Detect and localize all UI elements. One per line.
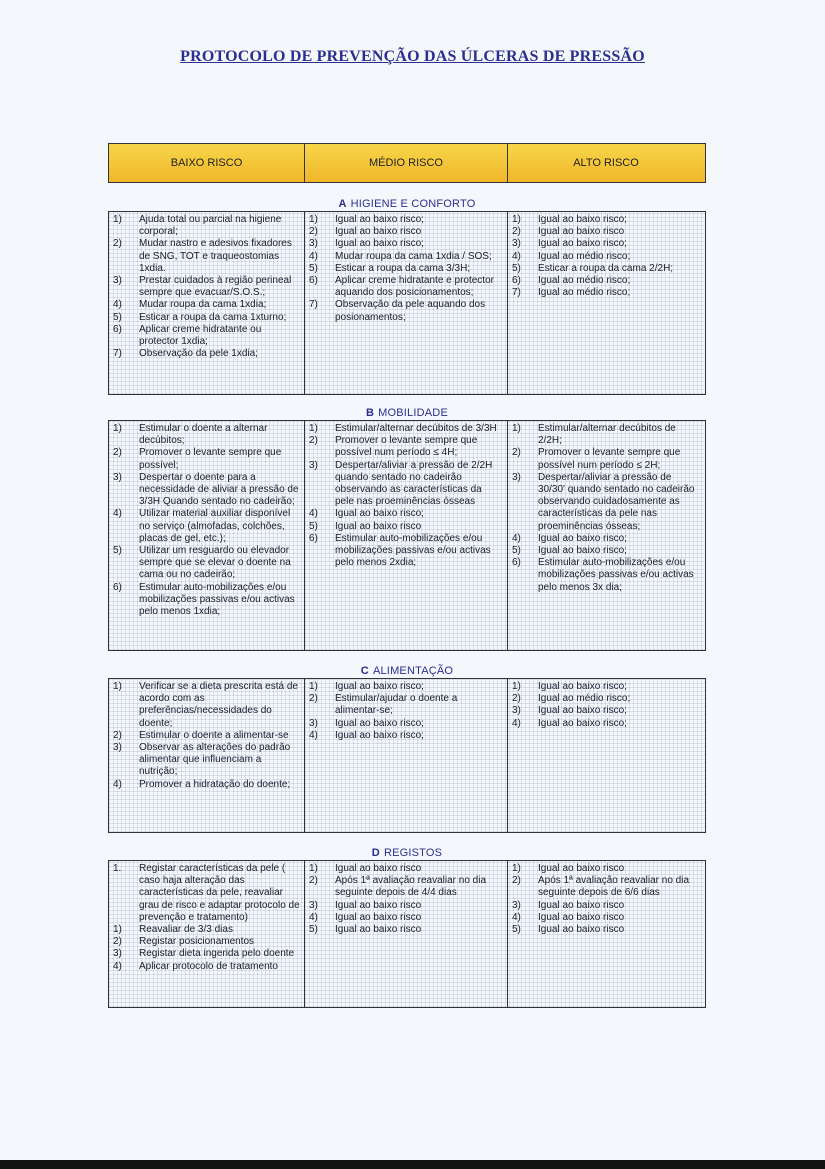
item-text: Igual ao baixo risco;	[538, 532, 627, 544]
list-item	[307, 875, 503, 899]
list-item	[307, 275, 503, 299]
low-risk-column	[109, 421, 305, 650]
item-number: 1)	[113, 681, 122, 692]
item-text: Igual ao baixo risco;	[538, 214, 627, 225]
item-text: Igual ao médio risco;	[538, 250, 631, 262]
list-item	[307, 423, 503, 435]
list-item	[111, 447, 300, 471]
item-text: Estimular auto-mobilizações e/ou mobilizações passivas e/ou activas pelo menos 1xdia;	[139, 581, 295, 618]
list-item	[510, 226, 700, 238]
item-text: Observação da pele 1xdia;	[139, 348, 258, 360]
list-item	[307, 435, 503, 459]
list-item	[307, 730, 503, 742]
item-text: Despertar/aliviar a pressão de 30/30' quando sentado no cadeirão observando cuidadosamente as características da pele nas proeminências ósseas;	[538, 471, 695, 532]
list-item	[510, 557, 700, 594]
section-letter: C	[360, 665, 369, 677]
item-number: 1)	[309, 214, 318, 225]
list-item	[307, 900, 503, 912]
item-text: Igual ao baixo risco	[335, 924, 422, 936]
item-text: Observação da pele aquando dos posionamentos;	[335, 299, 486, 323]
item-number: 6)	[309, 532, 318, 544]
list-item	[510, 693, 700, 705]
list-item	[111, 582, 300, 619]
item-text: Mudar nastro e adesivos fixadores de SNG, TOT e traqueostomias 1xdia.	[139, 238, 292, 274]
item-number: 5)	[113, 311, 122, 323]
item-number: 6)	[113, 323, 122, 335]
item-text: Igual ao baixo risco;	[538, 681, 627, 692]
item-number: 4)	[512, 911, 521, 923]
header-low-risk: BAIXO RISCO	[109, 144, 305, 182]
medium-risk-column	[305, 421, 508, 650]
list-item	[510, 718, 700, 730]
item-text: Promover o levante sempre que possível num período ≤ 2H;	[538, 447, 681, 471]
item-text: Aplicar creme hidratante ou protector 1xdia;	[139, 323, 262, 348]
item-text: Igual ao baixo risco	[538, 924, 625, 936]
list-item	[111, 312, 300, 324]
item-number: 1)	[512, 681, 521, 692]
list-item	[111, 423, 300, 447]
section-letter: D	[371, 847, 380, 859]
item-text: Igual ao baixo risco	[335, 520, 422, 532]
item-text: Igual ao baixo risco;	[538, 705, 627, 717]
item-number: 3)	[309, 459, 318, 471]
item-text: Promover o levante sempre que possível;	[139, 447, 282, 471]
section-name: MOBILIDADE	[378, 407, 448, 419]
item-number: 3)	[113, 471, 122, 483]
item-number: 1)	[309, 681, 318, 692]
item-number: 3)	[113, 742, 122, 754]
header-medium-risk: MÉDIO RISCO	[305, 144, 508, 182]
item-text: Igual ao baixo risco;	[538, 545, 627, 557]
item-text: Promover a hidratação do doente;	[139, 778, 291, 790]
header-high-risk: ALTO RISCO	[573, 157, 639, 169]
high-risk-column	[508, 421, 704, 650]
item-number: 4)	[309, 508, 318, 520]
item-number: 1)	[309, 423, 318, 434]
item-text: Mudar roupa da cama 1xdia / SOS;	[335, 250, 492, 262]
list-item	[111, 681, 300, 730]
item-number: 3)	[512, 705, 521, 717]
item-text: Igual ao baixo risco	[335, 863, 422, 874]
item-number: 5)	[113, 545, 122, 557]
list-item	[111, 936, 300, 948]
item-text: Igual ao baixo risco;	[335, 214, 424, 225]
list-item	[510, 447, 700, 471]
item-number: 4)	[512, 532, 521, 544]
item-text: Igual ao baixo risco	[335, 911, 422, 923]
list-item	[307, 863, 503, 875]
list-item	[510, 263, 700, 275]
list-item	[510, 275, 700, 287]
high-risk-column	[508, 212, 704, 394]
item-number: 5)	[512, 262, 521, 274]
list-item	[111, 948, 300, 960]
item-number: 1)	[113, 214, 122, 225]
item-number: 1)	[512, 863, 521, 874]
item-number: 2)	[113, 729, 122, 741]
list-item	[111, 779, 300, 791]
item-text: Prestar cuidados à região perineal sempre que evacuar/S.O.S.;	[139, 275, 292, 299]
item-text: Igual ao baixo risco;	[335, 681, 424, 692]
section-title-a	[108, 198, 706, 210]
list-item	[111, 742, 300, 779]
item-text: Igual ao baixo risco;	[335, 729, 424, 741]
list-item	[111, 730, 300, 742]
item-number: 5)	[512, 545, 521, 557]
list-item	[307, 251, 503, 263]
item-text: Igual ao baixo risco	[335, 226, 422, 238]
page-title: PROTOCOLO DE PREVENÇÃO DAS ÚLCERAS DE PRESSÃO	[180, 48, 645, 65]
list-item	[111, 961, 300, 973]
list-item	[307, 718, 503, 730]
item-number: 2)	[113, 447, 122, 459]
item-number: 4)	[512, 717, 521, 729]
item-number: 7)	[512, 287, 521, 299]
item-number: 1)	[113, 924, 122, 936]
low-risk-column	[109, 212, 305, 394]
item-text: Ajuda total ou parcial na higiene corporal;	[139, 214, 282, 238]
item-number: 2)	[309, 226, 318, 238]
item-number: 2)	[512, 226, 521, 238]
section-letter: B	[365, 407, 375, 419]
section-name: REGISTOS	[383, 847, 443, 859]
item-text: Igual ao baixo risco;	[538, 717, 627, 729]
item-number: 1)	[512, 423, 521, 434]
item-number: 4)	[113, 960, 122, 972]
list-item	[307, 299, 503, 323]
item-text: Mudar roupa da cama 1xdia;	[139, 299, 267, 311]
section-title-c	[108, 665, 706, 677]
item-text: Aplicar creme hidratante e protector aquando dos posicionamentos;	[335, 275, 494, 299]
list-item	[111, 924, 300, 936]
item-text: Igual ao baixo risco;	[335, 508, 424, 520]
list-item	[307, 681, 503, 693]
list-item	[111, 472, 300, 509]
item-number: 4)	[512, 250, 521, 262]
list-item	[510, 924, 700, 936]
item-number: 3)	[309, 899, 318, 911]
item-text: Igual ao médio risco;	[538, 287, 631, 299]
item-text: Igual ao baixo risco	[538, 899, 625, 911]
high-risk-column	[508, 861, 704, 1007]
section-mobility	[108, 420, 706, 651]
list-item	[307, 226, 503, 238]
item-text: Estimular o doente a alternar decúbitos;	[139, 423, 268, 447]
list-item	[510, 533, 700, 545]
item-text: Promover o levante sempre que possível num período ≤ 4H;	[335, 435, 478, 459]
item-number: 1)	[113, 423, 122, 434]
item-number: 4)	[113, 508, 122, 520]
item-number: 4)	[309, 911, 318, 923]
item-number: 2)	[309, 875, 318, 887]
item-number: 1.	[113, 863, 122, 874]
item-text: Igual ao baixo risco	[335, 899, 422, 911]
section-letter: A	[338, 198, 347, 210]
item-text: Aplicar protocolo de tratamento	[139, 960, 278, 972]
medium-risk-column	[305, 212, 508, 394]
list-item	[510, 214, 700, 226]
item-number: 6)	[113, 581, 122, 593]
item-number: 6)	[309, 275, 318, 287]
list-item	[510, 423, 700, 447]
item-text: Igual ao médio risco;	[538, 275, 631, 287]
item-number: 2)	[512, 447, 521, 459]
item-number: 2)	[512, 693, 521, 705]
item-number: 2)	[113, 238, 122, 250]
list-item	[307, 508, 503, 520]
item-text: Esticar a roupa da cama 3/3H;	[335, 262, 471, 274]
section-records	[108, 860, 706, 1008]
item-text: Observar as alterações do padrão alimentar que influenciam a nutrição;	[139, 742, 291, 778]
section-name: HIGIENE E CONFORTO	[350, 198, 476, 210]
risk-header-row	[108, 143, 706, 183]
item-number: 3)	[113, 275, 122, 287]
section-hygiene	[108, 211, 706, 395]
item-text: Registar dieta ingerida pelo doente	[139, 948, 295, 960]
list-item	[510, 863, 700, 875]
list-item	[510, 545, 700, 557]
item-number: 2)	[113, 936, 122, 948]
section-name: ALIMENTAÇÃO	[372, 665, 454, 677]
list-item	[510, 875, 700, 899]
list-item	[510, 287, 700, 299]
item-number: 4)	[309, 729, 318, 741]
list-item	[111, 508, 300, 545]
list-item	[510, 705, 700, 717]
item-number: 4)	[113, 778, 122, 790]
item-text: Estimular/alternar decúbitos de 3/3H	[335, 423, 497, 434]
list-item	[307, 263, 503, 275]
item-number: 7)	[309, 299, 318, 311]
item-text: Reavaliar de 3/3 dias	[139, 924, 233, 936]
item-text: Utilizar material auxiliar disponível no serviço (almofadas, colchões, placas de gel, etc.);	[139, 508, 291, 544]
item-text: Estimular/alternar decúbitos de 2/2H;	[538, 423, 676, 447]
section-title-d	[108, 847, 706, 859]
section-nutrition	[108, 678, 706, 833]
item-text: Igual ao médio risco;	[538, 693, 631, 705]
item-number: 3)	[113, 948, 122, 960]
low-risk-column	[109, 679, 305, 832]
list-item	[307, 533, 503, 570]
list-item	[307, 460, 503, 509]
item-number: 5)	[309, 262, 318, 274]
list-item	[510, 912, 700, 924]
item-number: 1)	[512, 214, 521, 225]
list-item	[111, 238, 300, 275]
item-number: 3)	[512, 238, 521, 250]
item-text: Esticar a roupa da cama 2/2H;	[538, 262, 674, 274]
list-item	[510, 900, 700, 912]
item-text: Registar posicionamentos	[139, 936, 255, 948]
item-text: Despertar/aliviar a pressão de 2/2H quando sentado no cadeirão observando as características da pele nas proeminências ósseas	[335, 459, 493, 508]
item-text: Estimular/ajudar o doente a alimentar-se;	[335, 693, 458, 717]
item-text: Esticar a roupa da cama 1xturno;	[139, 311, 287, 323]
list-item	[510, 251, 700, 263]
item-number: 6)	[512, 275, 521, 287]
list-item	[510, 681, 700, 693]
item-number: 3)	[512, 899, 521, 911]
list-item	[510, 238, 700, 250]
item-number: 4)	[113, 299, 122, 311]
high-risk-column	[508, 679, 704, 832]
item-text: Utilizar um resguardo ou elevador sempre que se elevar o doente na cama ou no cadeirão;	[139, 545, 291, 581]
list-item	[111, 324, 300, 348]
list-item	[111, 275, 300, 299]
list-item	[111, 299, 300, 311]
item-text: Igual ao baixo risco;	[335, 238, 424, 250]
item-text: Igual ao baixo risco	[538, 863, 625, 874]
list-item	[307, 924, 503, 936]
item-text: Após 1ª avaliação reavaliar no dia seguinte depois de 6/6 dias	[538, 875, 690, 899]
item-number: 2)	[512, 875, 521, 887]
item-number: 5)	[512, 924, 521, 936]
section-title-b	[108, 407, 706, 419]
list-item	[510, 472, 700, 533]
item-text: Igual ao baixo risco;	[538, 238, 627, 250]
item-text: Verificar se a dieta prescrita está de acordo com as preferências/necessidades do doente;	[139, 681, 298, 729]
item-text: Igual ao baixo risco	[538, 911, 625, 923]
item-number: 3)	[309, 717, 318, 729]
list-item	[307, 912, 503, 924]
list-item	[111, 863, 300, 924]
list-item	[307, 238, 503, 250]
medium-risk-column	[305, 679, 508, 832]
item-number: 6)	[512, 557, 521, 569]
item-number: 2)	[309, 435, 318, 447]
item-text: Igual ao baixo risco;	[335, 717, 424, 729]
list-item	[307, 521, 503, 533]
medium-risk-column	[305, 861, 508, 1007]
list-item	[307, 693, 503, 717]
list-item	[111, 348, 300, 360]
item-text: Igual ao baixo risco	[538, 226, 625, 238]
list-item	[111, 214, 300, 238]
item-number: 3)	[512, 471, 521, 483]
item-text: Estimular o doente a alimentar-se	[139, 729, 289, 741]
list-item	[111, 545, 300, 582]
low-risk-column	[109, 861, 305, 1007]
item-text: Registar características da pele ( caso haja alteração das características da pele, reavaliar grau de risco e adaptar protocolo de prevenção e tratamento)	[139, 863, 300, 923]
item-text: Estimular auto-mobilizações e/ou mobilizações passivas e/ou activas pelo menos 2xdia;	[335, 532, 491, 569]
scan-edge-bar	[0, 1160, 825, 1169]
item-number: 5)	[309, 520, 318, 532]
item-number: 7)	[113, 348, 122, 360]
item-number: 3)	[309, 238, 318, 250]
item-number: 2)	[309, 693, 318, 705]
item-text: Após 1ª avaliação reavaliar no dia seguinte depois de 4/4 dias	[335, 875, 487, 899]
list-item	[307, 214, 503, 226]
item-number: 1)	[309, 863, 318, 874]
item-number: 5)	[309, 924, 318, 936]
item-text: Estimular auto-mobilizações e/ou mobilizações passivas e/ou activas pelo menos 3x dia;	[538, 557, 694, 593]
item-number: 4)	[309, 250, 318, 262]
item-text: Despertar o doente para a necessidade de aliviar a pressão de 3/3H Quando sentado no cadeirão;	[139, 471, 299, 508]
